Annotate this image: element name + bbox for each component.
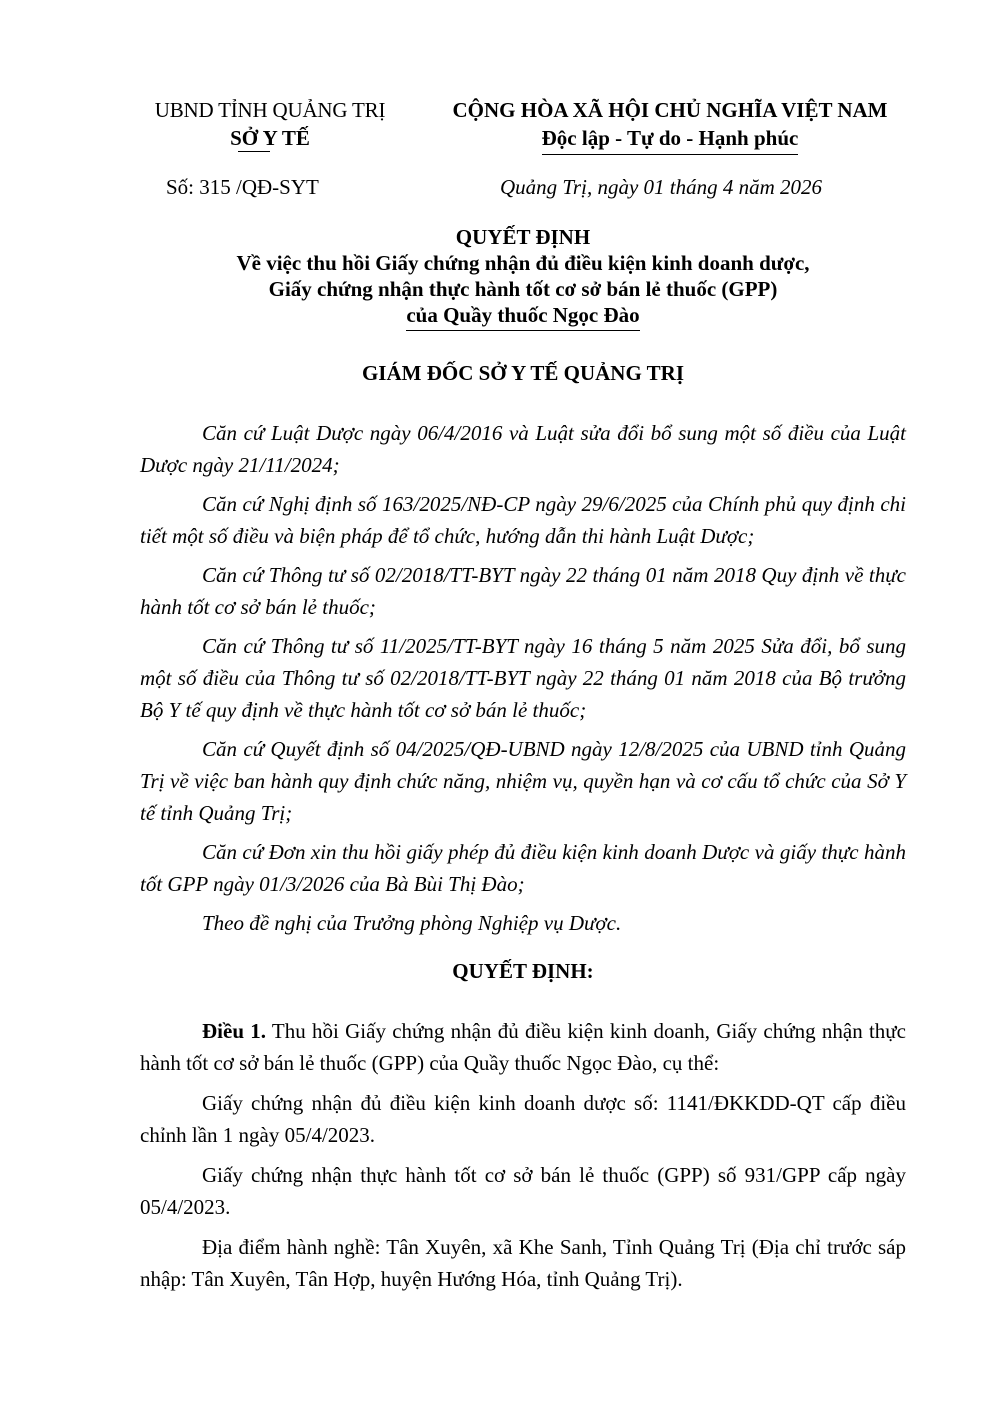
legal-basis-item: Căn cứ Đơn xin thu hồi giấy phép đủ điều kiện kinh doanh Dược và giấy thực hành tốt GPP ngày 01/3/2026 của Bà Bùi Thị Đào; [140, 840, 906, 896]
issuing-dept: SỞ Y TẾ [230, 126, 310, 150]
legal-basis-item: Căn cứ Nghị định số 163/2025/NĐ-CP ngày 29/6/2025 của Chính phủ quy định chi tiết một số điều và biện pháp để tổ chức, hướng dẫn thi hành Luật Dược; [140, 492, 906, 548]
national-motto: Độc lập - Tự do - Hạnh phúc [542, 124, 799, 155]
decision-heading: QUYẾT ĐỊNH: [452, 959, 594, 983]
document-date: Quảng Trị, ngày 01 tháng 4 năm 2026 [500, 175, 823, 199]
document-type: QUYẾT ĐỊNH [455, 225, 591, 249]
article-1-text: Thu hồi Giấy chứng nhận đủ điều kiện kinh doanh, Giấy chứng nhận thực hành tốt cơ sở bán lẻ thuốc (GPP) của Quầy thuốc Ngọc Đào, cụ thể: [140, 1019, 907, 1075]
document-subject-line-1: Về việc thu hồi Giấy chứng nhận đủ điều kiện kinh doanh dược, [236, 251, 810, 275]
national-title: CỘNG HÒA XÃ HỘI CHỦ NGHĨA VIỆT NAM [452, 98, 888, 122]
legal-basis-item: Căn cứ Quyết định số 04/2025/QĐ-UBND ngày 12/8/2025 của UBND tỉnh Quảng Trị về việc ban hành quy định chức năng, nhiệm vụ, quyền hạn và cơ cấu tổ chức của Sở Y tế tỉnh Quảng Trị; [140, 737, 906, 825]
article-1-item: Địa điểm hành nghề: Tân Xuyên, xã Khe Sanh, Tỉnh Quảng Trị (Địa chỉ trước sáp nhập: Tân Xuyên, Tân Hợp, huyện Hướng Hóa, tỉnh Quảng Trị). [140, 1235, 906, 1291]
national-heading-block [432, 96, 908, 155]
article-1 [140, 1015, 906, 1303]
legal-basis-list [140, 417, 906, 946]
document-subject-line-2: Giấy chứng nhận thực hành tốt cơ sở bán lẻ thuốc (GPP) [268, 277, 778, 301]
legal-basis-item: Căn cứ Luật Dược ngày 06/4/2016 và Luật sửa đổi bổ sung một số điều của Luật Dược ngày 21/11/2024; [140, 421, 906, 477]
article-1-label: Điều 1. [202, 1019, 267, 1043]
document-subject-line-3: của Quầy thuốc Ngọc Đào [406, 302, 639, 331]
legal-basis-item: Căn cứ Thông tư số 02/2018/TT-BYT ngày 22 tháng 01 năm 2018 Quy định về thực hành tốt cơ sở bán lẻ thuốc; [140, 563, 906, 619]
article-1-intro [140, 1015, 906, 1079]
signing-authority-heading: GIÁM ĐỐC SỞ Y TẾ QUẢNG TRỊ [361, 361, 685, 385]
document-number: Số: 315 /QĐ-SYT [166, 175, 319, 199]
issuing-org: UBND TỈNH QUẢNG TRỊ [154, 98, 386, 122]
article-1-item: Giấy chứng nhận đủ điều kiện kinh doanh dược số: 1141/ĐKKDD-QT cấp điều chỉnh lần 1 ngày 05/4/2023. [140, 1091, 906, 1147]
legal-basis-item: Căn cứ Thông tư số 11/2025/TT-BYT ngày 16 tháng 5 năm 2025 Sửa đổi, bổ sung một số điều của Thông tư số 02/2018/TT-BYT ngày 22 tháng 01 năm 2018 của Bộ trưởng Bộ Y tế quy định về thực hành tốt cơ sở bán lẻ thuốc; [140, 634, 906, 722]
issuing-authority-block [140, 96, 400, 152]
article-1-item: Giấy chứng nhận thực hành tốt cơ sở bán lẻ thuốc (GPP) số 931/GPP cấp ngày 05/4/2023. [140, 1163, 906, 1219]
dept-underline [238, 151, 270, 152]
legal-basis-item: Theo đề nghị của Trưởng phòng Nghiệp vụ Dược. [202, 911, 622, 935]
document-title-block [140, 224, 906, 331]
